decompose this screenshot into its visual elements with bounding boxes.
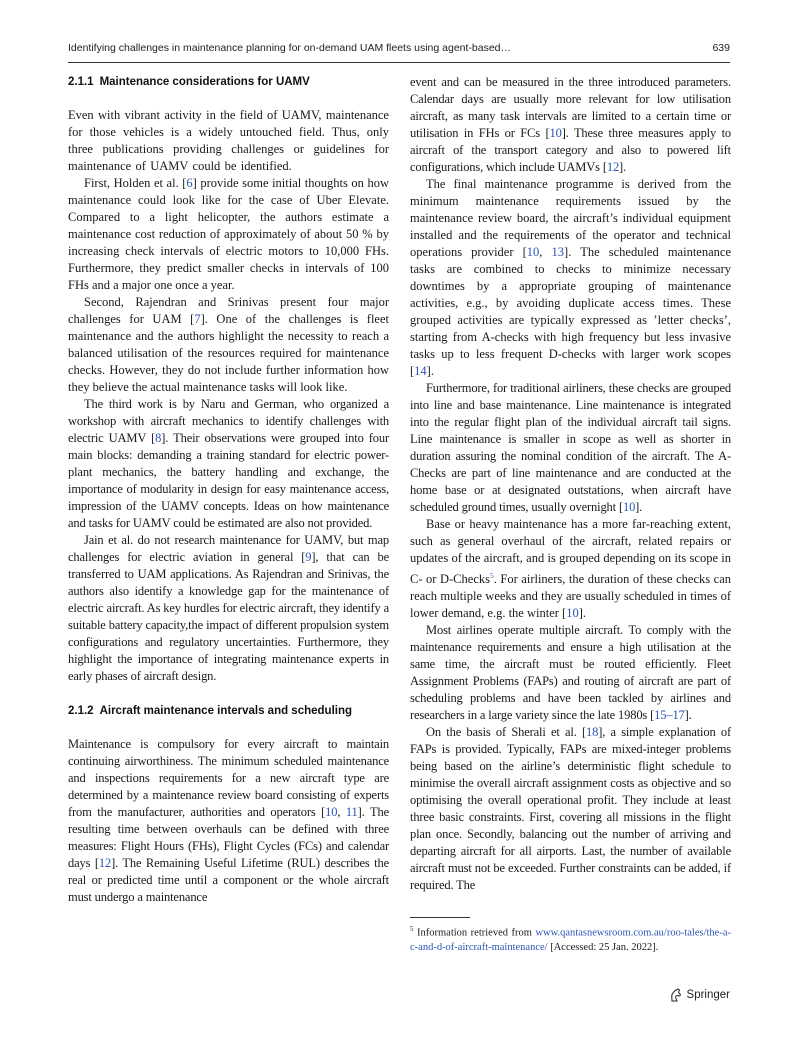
section-title: Aircraft maintenance intervals and scheduling	[99, 705, 353, 717]
footnote-rule	[410, 917, 470, 918]
paragraph	[68, 107, 389, 175]
springer-horse-icon	[669, 988, 682, 1002]
paragraph-text: ].	[426, 364, 434, 378]
paragraph-text: First, Holden et al. [	[84, 176, 187, 190]
paragraph-text: Second, Rajendran and Srinivas present four major challenges for UAM [	[68, 295, 389, 326]
paragraph	[410, 724, 731, 894]
paragraph-text: ]. The Remaining Useful Lifetime (RUL) describes the real or predicted time until a component or the whole aircraft must undergo a maintenance	[68, 856, 389, 904]
citation-link[interactable]: 18	[586, 725, 599, 740]
citation-link[interactable]: 6	[186, 176, 193, 190]
paragraph-text: ,	[337, 805, 346, 819]
paragraph	[410, 74, 731, 176]
paragraph-text: ]. One of the challenges is fleet maintenance and the authors highlight the necessity to reach a balanced utilisation of the resources required for maintenance checks. However, they do not include further information how they believe the actual maintenance tasks will look like.	[68, 312, 389, 394]
paragraph-text: ]. Their observations were grouped into four main blocks: demanding a training standard for electric power-plant mechanics, the battery handling and exchange, the importance of modularity in design for easy maintenance access, impression of the UAMV concepts. Ideas on how maintenance and tasks for UAMV could be estimated are also not provided.	[68, 431, 389, 530]
citation-link[interactable]: 10	[526, 245, 540, 259]
paragraph-text: event and can be measured in the three introduced parameters. Calendar days are usually more relevant for low utilisation aircraft, as many task intervals are limited to a certain time or utilisation in FHs or FCs [	[410, 75, 731, 140]
publisher-name: Springer	[686, 989, 730, 1001]
section-spacer	[68, 685, 389, 703]
footnote-number: 5	[410, 925, 414, 933]
running-title: Identifying challenges in maintenance planning for on-demand UAM fleets using agent-based…	[68, 42, 512, 54]
paragraph-text: ].	[619, 160, 627, 174]
citation-link[interactable]: 8	[155, 431, 162, 445]
paragraph-text: ].	[684, 708, 692, 723]
paragraph-text: . For airliners, the duration of these checks can reach multiple weeks and they are usually scheduled in times of lower demand, e.g. the winter [	[410, 572, 731, 621]
paragraph-text: On the basis of Sherali et al. [	[426, 725, 587, 740]
paragraph-text: ] provide some initial thoughts on how maintenance could look like for the case of Uber Elevate. Compared to a light helicopter, the authors estimate a maintenance cost reduction of approximately of about 50 % by increasing check intervals of electric motors to 10,000 FHs. Furthermore, they predict smaller checks in intervals of 100 FHs and a major one once a year.	[68, 176, 390, 292]
paragraph	[410, 516, 731, 622]
paragraph	[68, 396, 389, 532]
footnote-body: Information retrieved from	[413, 927, 536, 939]
paragraph	[68, 294, 389, 396]
paragraph-text: Maintenance is compulsory for every aircraft to maintain continuing airworthiness. The minimum scheduled maintenance and inspections requirements for a new aircraft type are determined by a maintenance review board consisting of experts from the manufacturer, authorities and operators [	[68, 737, 389, 819]
heading-spacer	[68, 720, 389, 736]
paragraph-text: ,	[539, 245, 552, 259]
citation-link[interactable]: 9	[305, 550, 312, 564]
paragraph-text: ]. These three measures apply to aircraft of the transport category and also to powered lift configurations, which include UAMVs [	[410, 126, 732, 174]
paragraph-text: Even with vibrant activity in the field of UAMV, maintenance for those vehicles is a widely untouched field. Thus, only three publications providing challenges or guidelines for maintenance of UAMV could be identified.	[68, 108, 389, 173]
citation-link[interactable]: 10	[622, 500, 636, 514]
footnote	[410, 917, 731, 955]
page-number: 639	[712, 42, 730, 54]
section-heading-2-1-1	[68, 74, 389, 91]
section-number: 2.1.2	[68, 705, 94, 717]
section-title: Maintenance considerations for UAMV	[99, 76, 310, 88]
citation-link[interactable]: 15–17	[654, 708, 685, 723]
citation-link[interactable]: 7	[194, 312, 201, 326]
paragraph-text: ]. The scheduled maintenance tasks are combined to checks to minimize necessary downtimes by a appropriate grouping of maintenance activities, e.g., by avoiding duplicate access times. These grouped activities are typically expressed as ’letter checks’, starting from A-checks with high frequency but less invasive tasks up to less frequent D-checks with larger work scopes [	[410, 245, 731, 378]
paragraph	[68, 175, 389, 294]
paragraph-text: ]. The resulting time between overhauls can be defined with three measures: Flight Hours (FHs), Flight Cycles (FCs) and calendar days [	[68, 805, 389, 870]
header-rule	[68, 62, 730, 63]
citation-link[interactable]: 12	[606, 160, 620, 174]
citation-link[interactable]: 10	[549, 126, 562, 140]
paragraph-text: Most airlines operate multiple aircraft. To comply with the maintenance requirements and ensure a high utilisation at the same time, the aircraft must be routed efficiently. Fleet Assignment Problems (FAPs) and routing of aircraft are part of scheduling problems and have been tackled by airlines and researchers in a large variety since the late 1980s [	[410, 623, 731, 723]
paragraph-text: Jain et al. do not research maintenance for UAMV, but map challenges for electric aviation in general [	[68, 533, 389, 564]
paragraph-text: The third work is by Naru and German, who organized a workshop with aircraft mechanics to identify challenges with electric UAMV [	[68, 397, 389, 445]
paragraph-text: Base or heavy maintenance has a more far-reaching extent, such as general overhaul of the aircraft, related repairs or updates of the aircraft, and is grouped depending on its scope in C- or D-Checks	[410, 517, 731, 587]
paragraph-text: ], a simple explanation of FAPs is provided. Typically, FAPs are mixed-integer problems being based on the airline’s deterministic flight schedule to minimise the overall aircraft assignment costs as objective and so optimising the overall operational profit. They include at least three basic constraints. First, covering all missions in the flight plan once. Secondly, balancing out the number of arriving and departing aircraft for all airports. Last, the number of available aircraft must not be exceeded. Further constraints can be added, if required. The	[410, 725, 731, 893]
footnote-text	[410, 922, 731, 955]
citation-link[interactable]: 14	[414, 364, 427, 378]
footnote-marker[interactable]: 5	[489, 571, 494, 580]
footnote-body: [Accessed: 25 Jan. 2022].	[547, 941, 659, 953]
section-number: 2.1.1	[68, 76, 94, 88]
left-column	[68, 74, 389, 906]
paragraph	[410, 380, 731, 516]
citation-link[interactable]: 10	[325, 805, 338, 819]
paragraph	[410, 622, 731, 724]
section-heading-2-1-2	[68, 703, 389, 720]
citation-link[interactable]: 10	[566, 606, 579, 621]
citation-link[interactable]: 11	[345, 805, 358, 819]
paragraph-text: The final maintenance programme is derived from the minimum maintenance requirements issued by the maintenance review board, the aircraft’s individual equipment installed and the requirements of the operator and technical operations provider [	[410, 177, 731, 259]
citation-link[interactable]: 13	[551, 245, 565, 259]
footnote-url-link[interactable]: www.qantasnewsroom.com.au/roo-tales/the-a-c-and-d-of-aircraft-maintenance/	[410, 927, 731, 953]
heading-spacer	[68, 91, 389, 107]
paragraph-text: ].	[578, 606, 586, 621]
paragraph	[68, 736, 389, 906]
paragraph	[68, 532, 389, 685]
running-header	[68, 38, 730, 60]
paragraph	[410, 176, 731, 380]
paragraph-text: ].	[635, 500, 643, 514]
paragraph-text: ], that can be transferred to UAM applications. As Rajendran and Srinivas, the authors also identify a knowledge gap for the maintenance of electric aircraft. As key hurdles for electric aircraft, they identify a suitable battery capacity,the impact of different propulsion system configurations and regulatory uncertainties. Furthermore, they highlight the importance of integrating maintenance experts in early phases of aircraft design.	[68, 550, 389, 683]
publisher-logo	[669, 988, 730, 1002]
right-column	[410, 74, 731, 894]
paragraph-text: Furthermore, for traditional airliners, these checks are grouped into line and base maintenance. Line maintenance is integrated into the regular flight plan of the individual aircraft tail signs. Line maintenance is smaller in scope as well as shorter in duration assuring the nominal condition of the aircraft. The A-Checks are part of line maintenance and are conducted at the home base or at designated outstations, when aircraft have scheduled ground times, usually overnight [	[410, 381, 731, 514]
citation-link[interactable]: 12	[98, 856, 112, 870]
